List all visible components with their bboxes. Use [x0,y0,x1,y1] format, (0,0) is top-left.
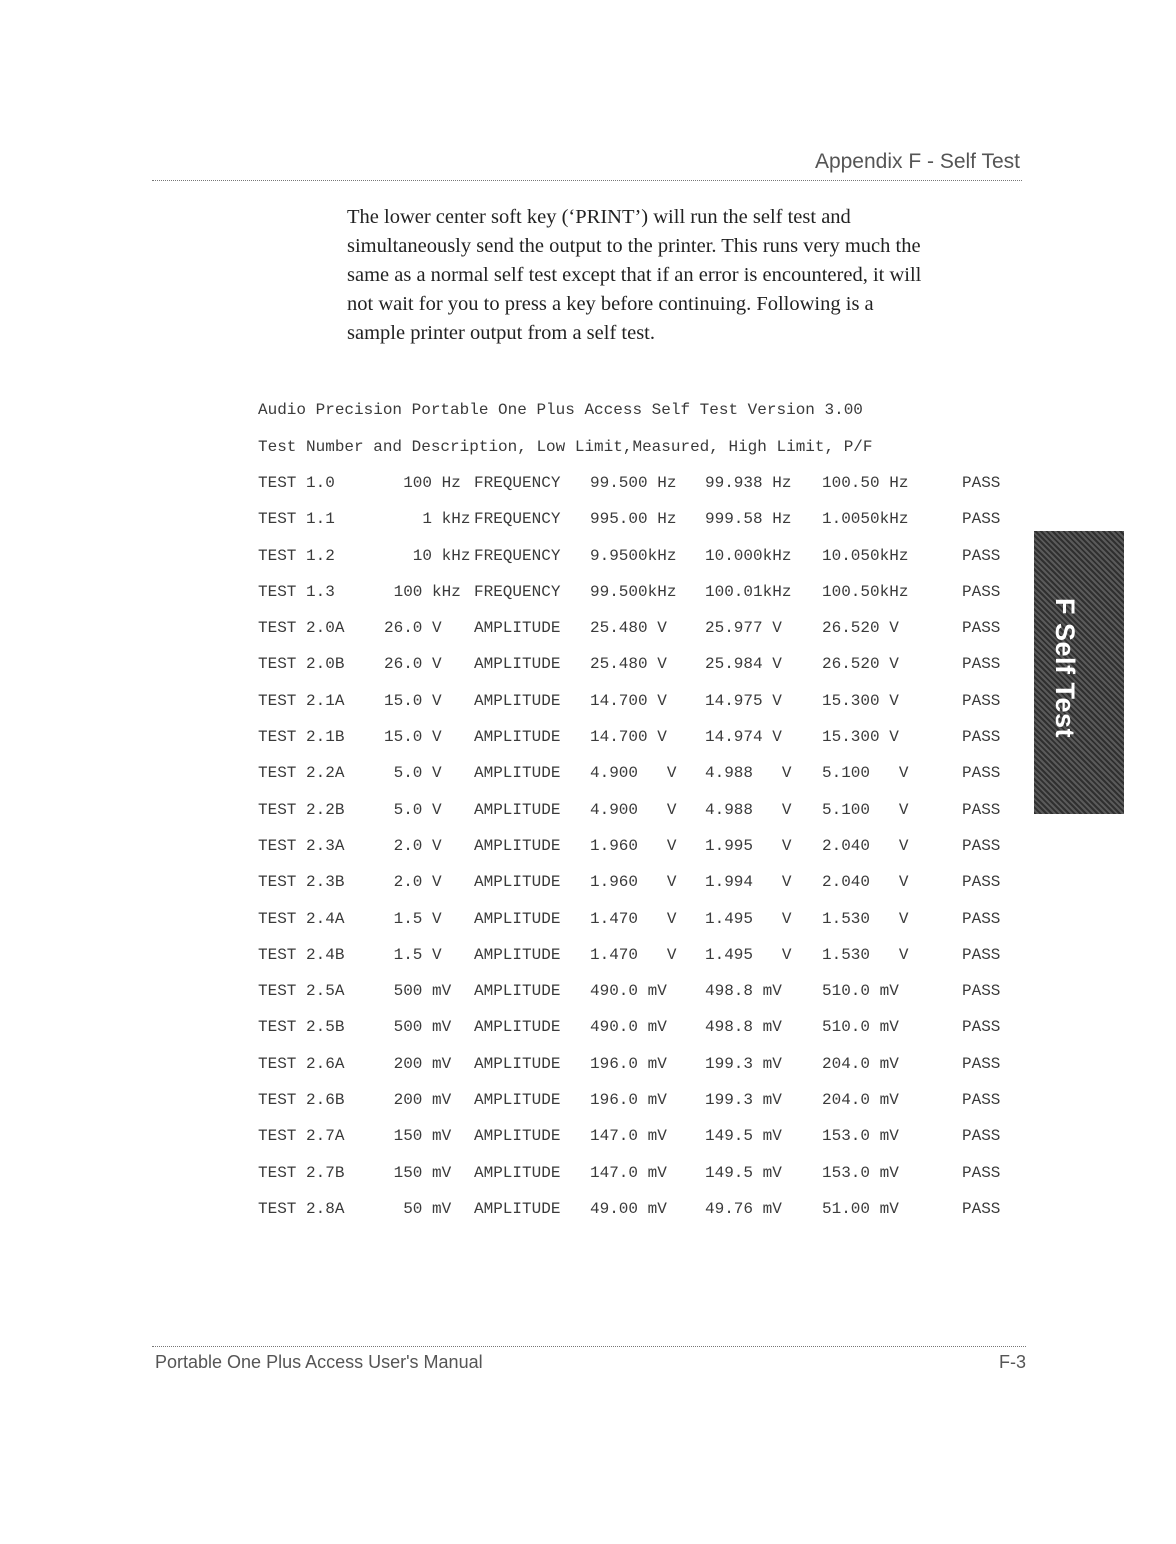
test-high: 100.50kHz [822,582,909,601]
test-row [258,610,1022,646]
test-pf: PASS [962,1199,1001,1218]
test-pf: PASS [962,619,1001,638]
test-row [258,937,1022,973]
test-low: 147.0 mV [590,1163,667,1182]
sample-printer-output [258,392,1022,1227]
test-row [258,901,1022,937]
test-meas: 4.988 V [705,800,792,819]
test-meas: 99.938 Hz [705,474,792,492]
page-number: F-3 [999,1352,1026,1372]
test-id: TEST 2.6A [258,1054,345,1073]
test-id: TEST 2.0B [258,655,345,674]
test-desc: AMPLITUDE [474,1199,561,1218]
test-meas: 498.8 mV [705,982,782,1001]
test-low: 4.900 V [590,764,677,783]
test-row [258,465,1022,501]
test-high: 26.520 V [822,655,899,674]
test-meas: 199.3 mV [705,1091,782,1110]
test-id: TEST 1.1 [258,510,335,529]
test-low: 49.00 mV [590,1199,667,1218]
test-meas: 25.977 V [705,619,782,638]
test-id: TEST 2.2B [258,800,345,819]
test-level: 200 mV [384,1091,452,1110]
test-level: 150 mV [384,1163,452,1182]
test-meas: 999.58 Hz [705,510,792,529]
test-low: 25.480 V [590,655,667,674]
test-high: 100.50 Hz [822,474,909,492]
test-desc: AMPLITUDE [474,1018,561,1037]
footer-rule [152,1346,1026,1347]
test-level: 26.0 V [384,619,442,638]
test-low: 1.960 V [590,836,677,855]
test-high: 5.100 V [822,764,909,783]
test-desc: AMPLITUDE [474,1091,561,1110]
test-low: 9.9500kHz [590,546,677,565]
test-meas: 1.994 V [705,873,792,892]
test-high: 510.0 mV [822,1018,899,1037]
test-id: TEST 2.7A [258,1127,345,1146]
test-id: TEST 1.3 [258,582,335,601]
test-row [258,973,1022,1009]
test-level: 150 mV [384,1127,452,1146]
page-header-title: Appendix F - Self Test [814,150,1020,173]
test-meas: 100.01kHz [705,582,792,601]
sample-rows [258,465,1022,1227]
test-meas: 10.000kHz [705,546,792,565]
test-high: 15.300 V [822,691,899,710]
test-id: TEST 2.3B [258,873,345,892]
test-meas: 1.995 V [705,836,792,855]
sample-column-line: Test Number and Description, Low Limit,Measured, High Limit, P/F [258,437,873,456]
test-low: 1.470 V [590,909,677,928]
test-id: TEST 2.8A [258,1199,345,1218]
test-row [258,538,1022,574]
test-level: 26.0 V [384,655,442,674]
test-pf: PASS [962,1054,1001,1073]
test-high: 1.530 V [822,909,909,928]
test-desc: AMPLITUDE [474,909,561,928]
test-high: 51.00 mV [822,1199,899,1218]
test-pf: PASS [962,836,1001,855]
test-level: 500 mV [384,1018,452,1037]
test-low: 14.700 V [590,728,667,747]
test-desc: AMPLITUDE [474,982,561,1001]
test-low: 196.0 mV [590,1054,667,1073]
test-id: TEST 2.1B [258,728,345,747]
test-id: TEST 2.7B [258,1163,345,1182]
test-high: 153.0 mV [822,1163,899,1182]
test-row [258,792,1022,828]
test-desc: FREQUENCY [474,474,561,492]
test-low: 995.00 Hz [590,510,677,529]
test-row [258,501,1022,537]
test-pf: PASS [962,546,1001,565]
test-meas: 1.495 V [705,945,792,964]
test-desc: FREQUENCY [474,546,561,565]
test-row [258,755,1022,791]
test-high: 153.0 mV [822,1127,899,1146]
test-pf: PASS [962,764,1001,783]
test-id: TEST 2.3A [258,836,345,855]
test-pf: PASS [962,655,1001,674]
test-high: 204.0 mV [822,1054,899,1073]
test-high: 15.300 V [822,728,899,747]
test-pf: PASS [962,691,1001,710]
test-desc: AMPLITUDE [474,1163,561,1182]
test-desc: FREQUENCY [474,582,561,601]
test-level: 500 mV [384,982,452,1001]
test-high: 1.530 V [822,945,909,964]
test-desc: FREQUENCY [474,510,561,529]
test-pf: PASS [962,945,1001,964]
test-meas: 199.3 mV [705,1054,782,1073]
test-pf: PASS [962,582,1001,601]
test-desc: AMPLITUDE [474,619,561,638]
test-id: TEST 2.1A [258,691,345,710]
test-high: 2.040 V [822,873,909,892]
test-level: 1.5 V [384,909,442,928]
test-row [258,864,1022,900]
test-desc: AMPLITUDE [474,1054,561,1073]
test-low: 1.470 V [590,945,677,964]
test-low: 99.500 Hz [590,474,677,492]
test-row [258,1155,1022,1191]
test-pf: PASS [962,1091,1001,1110]
test-pf: PASS [962,474,1001,492]
test-desc: AMPLITUDE [474,655,561,674]
test-row [258,1118,1022,1154]
test-level: 2.0 V [384,873,442,892]
test-low: 147.0 mV [590,1127,667,1146]
test-row [258,1191,1022,1227]
test-meas: 49.76 mV [705,1199,782,1218]
test-id: TEST 2.2A [258,764,345,783]
test-pf: PASS [962,728,1001,747]
intro-paragraph: The lower center soft key (‘PRINT’) will run the self test and simultaneously send the output to the printer. This runs very much the same as a normal self test except that if an error is encountered, it will not wait for you to press a key before continuing. Following is a sample printer output from a self test. [347,206,922,344]
test-row [258,574,1022,610]
test-level: 15.0 V [384,691,442,710]
test-desc: AMPLITUDE [474,764,561,783]
test-desc: AMPLITUDE [474,945,561,964]
test-level: 1 kHz [384,510,471,529]
test-low: 25.480 V [590,619,667,638]
test-level: 2.0 V [384,836,442,855]
test-meas: 4.988 V [705,764,792,783]
test-high: 5.100 V [822,800,909,819]
test-high: 510.0 mV [822,982,899,1001]
test-row [258,1082,1022,1118]
test-high: 204.0 mV [822,1091,899,1110]
test-meas: 25.984 V [705,655,782,674]
test-pf: PASS [962,1127,1001,1146]
test-high: 2.040 V [822,836,909,855]
test-low: 4.900 V [590,800,677,819]
test-low: 14.700 V [590,691,667,710]
test-low: 1.960 V [590,873,677,892]
test-desc: AMPLITUDE [474,691,561,710]
test-row [258,683,1022,719]
test-meas: 149.5 mV [705,1127,782,1146]
test-id: TEST 1.0 [258,474,335,492]
test-row [258,1009,1022,1045]
test-pf: PASS [962,1018,1001,1037]
test-meas: 498.8 mV [705,1018,782,1037]
footer-title: Portable One Plus Access User's Manual [155,1352,483,1372]
test-desc: AMPLITUDE [474,1127,561,1146]
test-desc: AMPLITUDE [474,873,561,892]
test-desc: AMPLITUDE [474,836,561,855]
test-low: 490.0 mV [590,1018,667,1037]
test-row [258,828,1022,864]
test-pf: PASS [962,800,1001,819]
test-id: TEST 2.0A [258,619,345,638]
test-id: TEST 2.5A [258,982,345,1001]
sample-title-line: Audio Precision Portable One Plus Access Self Test Version 3.00 [258,401,863,419]
test-id: TEST 2.4B [258,945,345,964]
test-pf: PASS [962,909,1001,928]
test-low: 196.0 mV [590,1091,667,1110]
test-desc: AMPLITUDE [474,800,561,819]
test-id: TEST 2.6B [258,1091,345,1110]
test-low: 490.0 mV [590,982,667,1001]
test-level: 10 kHz [384,546,471,565]
test-row [258,719,1022,755]
test-row [258,1046,1022,1082]
section-tab-label: F Self Test [1050,598,1080,739]
test-id: TEST 2.5B [258,1018,345,1037]
test-id: TEST 2.4A [258,909,345,928]
test-level: 50 mV [384,1199,452,1218]
test-level: 100 Hz [384,474,461,492]
test-high: 10.050kHz [822,546,909,565]
test-meas: 1.495 V [705,909,792,928]
test-meas: 14.975 V [705,691,782,710]
test-desc: AMPLITUDE [474,728,561,747]
test-high: 26.520 V [822,619,899,638]
test-id: TEST 1.2 [258,546,335,565]
test-level: 5.0 V [384,800,442,819]
test-high: 1.0050kHz [822,510,909,529]
test-pf: PASS [962,982,1001,1001]
test-pf: PASS [962,873,1001,892]
test-row [258,646,1022,682]
test-pf: PASS [962,510,1001,529]
test-level: 200 mV [384,1054,452,1073]
test-meas: 14.974 V [705,728,782,747]
test-level: 1.5 V [384,945,442,964]
test-meas: 149.5 mV [705,1163,782,1182]
test-level: 5.0 V [384,764,442,783]
test-pf: PASS [962,1163,1001,1182]
header-rule [152,180,1022,181]
test-level: 15.0 V [384,728,442,747]
test-low: 99.500kHz [590,582,677,601]
test-level: 100 kHz [384,582,461,601]
